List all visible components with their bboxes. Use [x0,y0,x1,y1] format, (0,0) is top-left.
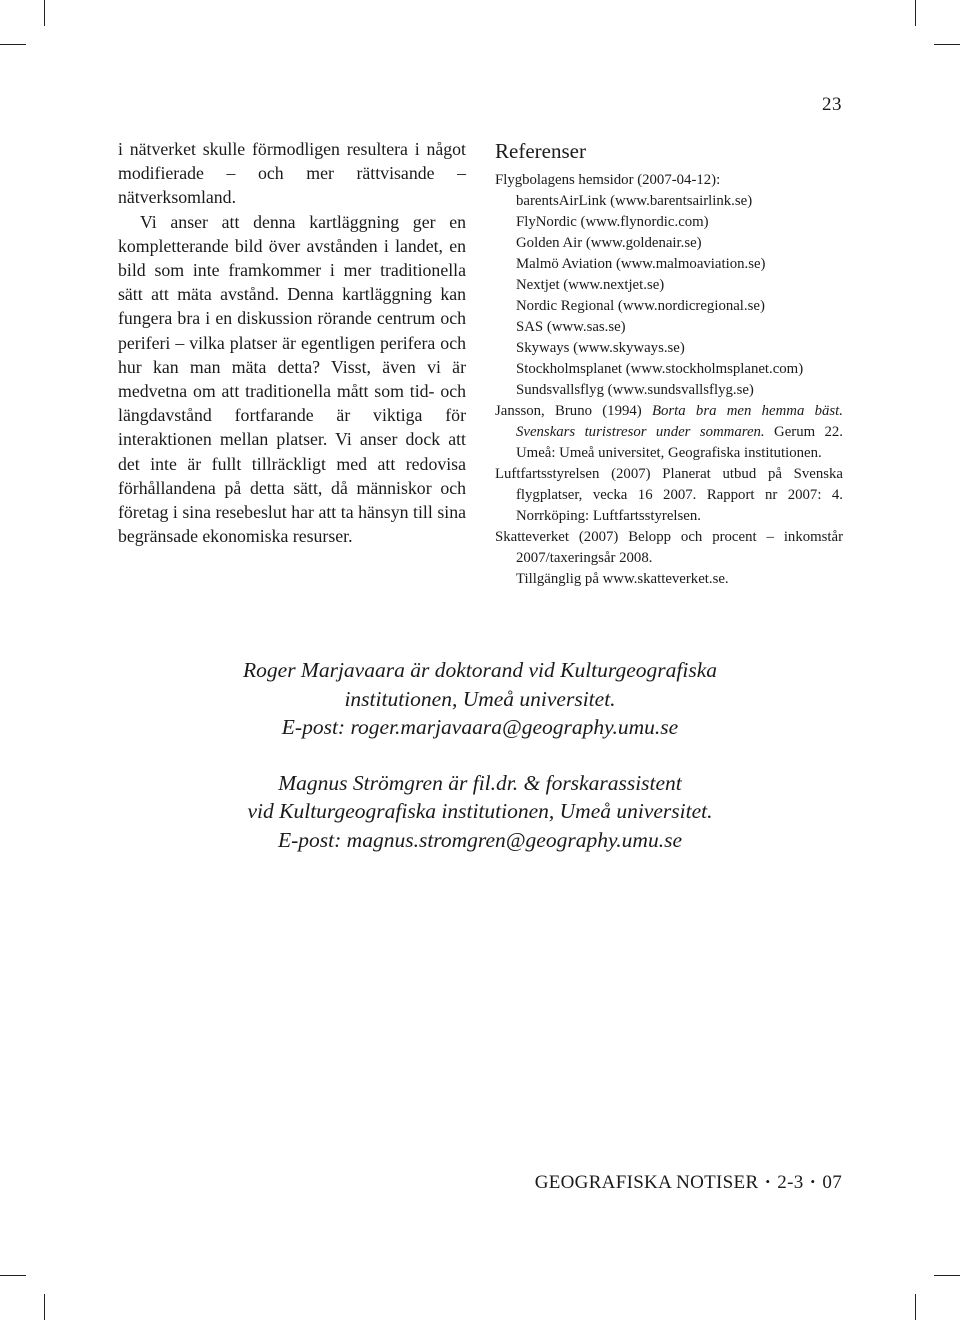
reference-text: Skatteverket (2007) Belopp och procent – inkomstår 2007/taxeringsår 2008. [495,529,843,566]
body-paragraph: i nätverket skulle förmodligen resultera i något modifierade – och mer rättvisande – nätverksomland. [118,139,466,208]
author-note [118,769,842,855]
crop-mark-top-right-h [934,44,960,45]
airline-website-item: Golden Air (www.goldenair.se) [516,235,702,251]
reference-availability-list [495,569,843,590]
body-paragraph: Vi anser att denna kartläggning ger en kompletterande bild över avstånden i landet, en bild som inte framkommer i mer traditionella sätt att mäta avstånd. Denna kartläggning kan fungera bra i en diskussion rörande centrum och periferi – vilka platser är egentligen perifera och hur kan man mäta detta? Visst, även vi är medvetna om att traditionella mått som tid- och längdavstånd fortfarande är viktiga för interaktionen mellan platser. Vi anser dock att det inte är fullt tillräckligt med att redovisa förhållandena på detta sätt, då människor och företag i sina resebeslut har att ta hänsyn till sina begränsade ekonomiska resurser. [118,211,466,547]
body-text-column [118,137,466,548]
reference-publisher: Gerum 22. Umeå: Umeå universitet, Geografiska institutionen. [516,424,843,461]
airline-website-item: Sundsvallsflyg (www.sundsvallsflyg.se) [516,382,754,398]
author-line: Roger Marjavaara är doktorand vid Kulturgeografiska [243,658,717,682]
footer-separator: • [765,1174,771,1189]
author-email: E-post: roger.marjavaara@geography.umu.se [281,715,679,739]
references-section [495,137,843,590]
crop-mark-bottom-left [44,1294,45,1320]
author-note [118,656,842,742]
crop-mark-bottom-left-h [0,1275,26,1276]
reference-group-title: Flygbolagens hemsidor (2007-04-12): [495,172,721,188]
airline-website-item: Stockholmsplanet (www.stockholmsplanet.com) [516,361,804,377]
author-notes [118,656,842,854]
crop-mark-bottom-right-h [934,1275,960,1276]
references-heading: Referenser [495,139,586,163]
crop-mark-bottom-right [915,1294,916,1320]
reference-text: Luftfartsstyrelsen (2007) Planerat utbud på Svenska flygplatser, vecka 16 2007. Rapport nr 2007: 4. Norrköping: Luftfartsstyrelsen. [495,466,843,524]
author-line: vid Kulturgeografiska institutionen, Umeå universitet. [247,799,713,823]
reference-availability: Tillgänglig på www.skatteverket.se. [516,571,729,587]
author-line: Magnus Strömgren är fil.dr. & forskarassistent [278,770,682,795]
issue-year: 07 [822,1172,842,1193]
page-number: 23 [822,94,842,115]
airline-website-item: barentsAirLink (www.barentsairlink.se) [516,193,753,209]
issue-number: 2-3 [777,1172,804,1193]
airline-website-item: FlyNordic (www.flynordic.com) [516,214,709,230]
footer-separator: • [810,1174,816,1189]
reference-author-year: Jansson, Bruno (1994) [495,403,652,419]
journal-name: GEOGRAFISKA NOTISER [534,1172,759,1193]
crop-mark-top-left [44,0,45,26]
running-footer [470,1172,842,1194]
airline-website-item: Skyways (www.skyways.se) [516,340,685,356]
reference-entry [495,464,843,527]
author-line: institutionen, Umeå universitet. [344,686,616,711]
reference-title: Borta bra men hemma bäst. Svenskars turistresor under sommaren. [516,403,843,440]
airline-website-item: Nordic Regional (www.nordicregional.se) [516,298,765,314]
crop-mark-top-left-h [0,44,26,45]
crop-mark-top-right [915,0,916,26]
reference-entry [495,401,843,464]
airline-website-list [495,191,843,401]
author-email: E-post: magnus.stromgren@geography.umu.se [278,827,682,852]
reference-entry [495,527,843,569]
airline-website-item: Malmö Aviation (www.malmoaviation.se) [516,256,766,272]
airline-website-item: Nextjet (www.nextjet.se) [516,277,665,293]
airline-website-item: SAS (www.sas.se) [516,319,626,335]
